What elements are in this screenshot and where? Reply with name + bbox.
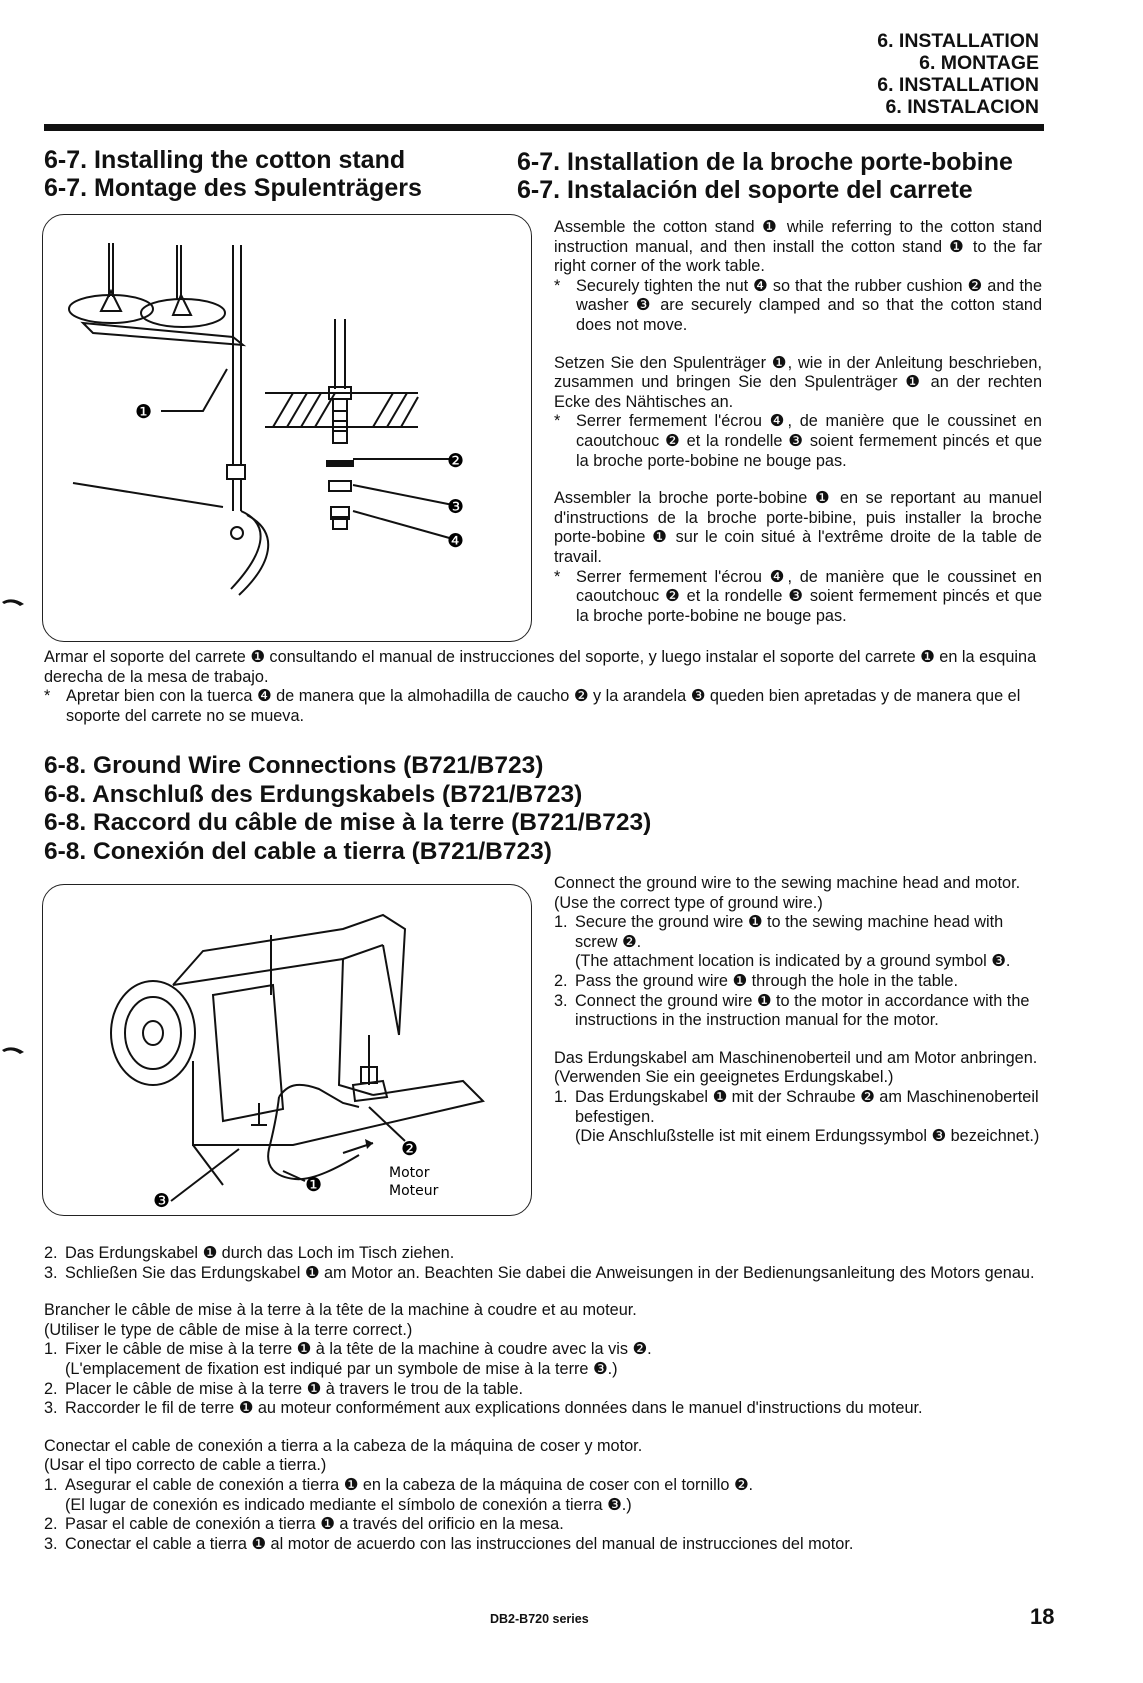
en-note bbox=[554, 277, 1042, 336]
cotton-stand-figure bbox=[42, 214, 532, 642]
es-step: 3. Conectar el cable a tierra ❶ al motor de acuerdo con las instrucciones del manual de instrucciones del motor. bbox=[44, 1534, 854, 1553]
label-2: ❷ bbox=[401, 1138, 419, 1160]
es-step: (El lugar de conexión es indicado mediante el símbolo de conexión a tierra ❸.) bbox=[65, 1495, 632, 1514]
chapter-header bbox=[877, 30, 1039, 118]
section-title-es: 6-7. Instalación del soporte del carrete bbox=[517, 176, 973, 204]
section-6-7-text-right bbox=[554, 218, 1042, 626]
section-title-fr: 6-7. Installation de la broche porte-bobine bbox=[517, 148, 1013, 176]
en-para: Assemble the cotton stand ❶ while referring to the cotton stand instruction manual, and then install the cotton stand ❶ to the far right corner of the work table. bbox=[554, 218, 1042, 276]
motor-label: Motor bbox=[389, 1165, 430, 1181]
es-intro: Conectar el cable de conexión a tierra a la cabeza de la máquina de coser y motor. bbox=[44, 1436, 643, 1455]
section-6-7-titles-right bbox=[517, 148, 1013, 204]
en-step: 1. Secure the ground wire ❶ to the sewing machine head with screw ❷. bbox=[554, 913, 1004, 951]
chapter-header-en: 6. INSTALLATION bbox=[877, 30, 1039, 52]
de-note-text: Serrer fermement l'écrou ❹, de manière que le coussinet en caoutchouc ❷ et la rondelle ❸ soient fermement pincés et que la broche porte-bobine ne bouge pas. bbox=[576, 412, 1042, 470]
section-title-de: 6-7. Montage des Spulenträgers bbox=[44, 174, 422, 202]
ground-wire-figure bbox=[42, 884, 532, 1216]
de-intro: Das Erdungskabel am Maschinenoberteil und am Motor anbringen. bbox=[554, 1048, 1038, 1067]
footer-series: DB2-B720 series bbox=[490, 1612, 589, 1626]
bullet-mark: * bbox=[554, 412, 561, 431]
de-note: (Verwenden Sie ein geeignetes Erdungskabel.) bbox=[554, 1068, 894, 1087]
en-step: 2. Pass the ground wire ❶ through the hole in the table. bbox=[554, 971, 958, 990]
en-note-text: Securely tighten the nut ❹ so that the rubber cushion ❷ and the washer ❸ are securely clamped and so that the cotton stand does not move. bbox=[576, 276, 1042, 334]
section-title-en: 6-7. Installing the cotton stand bbox=[44, 146, 406, 174]
label-4: ❹ bbox=[447, 530, 465, 552]
de-step: 1. Das Erdungskabel ❶ mit der Schraube ❷ am Maschinenoberteil befestigen. bbox=[554, 1087, 1039, 1126]
chapter-header-fr: 6. INSTALLATION bbox=[877, 74, 1039, 96]
de-para: Setzen Sie den Spulenträger ❶, wie in der Anleitung beschrieben, zusammen und bringen Sie den Spulenträger ❶ an der rechten Ecke des Nähtisches an. bbox=[554, 353, 1042, 411]
header-rule bbox=[44, 124, 1044, 131]
section-title-fr: 6-8. Raccord du câble de mise à la terre (B721/B723) bbox=[44, 809, 652, 836]
es-note: (Usar el tipo correcto de cable a tierra.) bbox=[44, 1456, 327, 1475]
fr-step: (L'emplacement de fixation est indiqué par un symbole de mise à la terre ❸.) bbox=[65, 1359, 618, 1378]
sewing-machine-illustration bbox=[43, 885, 531, 1215]
en-step: 3. Connect the ground wire ❶ to the motor in accordance with the instructions in the instruction manual for the motor. bbox=[554, 991, 1030, 1030]
es-note bbox=[44, 687, 1042, 726]
label-1: ❶ bbox=[135, 401, 153, 423]
section-title-de: 6-8. Anschluß des Erdungskabels (B721/B723) bbox=[44, 780, 583, 808]
de-step: 3. Schließen Sie das Erdungskabel ❶ am Motor an. Beachten Sie dabei die Anweisungen in der Bedienungsanleitung des Motors genau. bbox=[44, 1263, 1035, 1282]
section-6-7-text-es bbox=[44, 648, 1042, 726]
margin-mark bbox=[0, 596, 26, 608]
moteur-label: Moteur bbox=[389, 1183, 439, 1199]
es-step: 1. Asegurar el cable de conexión a tierra ❶ en la cabeza de la máquina de coser con el tornillo ❷. bbox=[44, 1475, 754, 1494]
fr-note: (Utiliser le type de câble de mise à la terre correct.) bbox=[44, 1320, 413, 1339]
label-2: ❷ bbox=[447, 450, 465, 472]
chapter-header-de: 6. MONTAGE bbox=[919, 52, 1039, 74]
fr-note bbox=[554, 568, 1042, 627]
bullet-mark: * bbox=[554, 276, 561, 295]
fr-step: 1. Fixer le câble de mise à la terre ❶ à la tête de la machine à coudre avec la vis ❷. bbox=[44, 1340, 652, 1359]
section-title-es: 6-8. Conexión del cable a tierra (B721/B723) bbox=[44, 837, 552, 865]
cotton-stand-illustration bbox=[43, 215, 531, 641]
page-number: 18 bbox=[1030, 1604, 1055, 1629]
section-title-en: 6-8. Ground Wire Connections (B721/B723) bbox=[44, 752, 544, 779]
de-note bbox=[554, 412, 1042, 471]
de-step: (Die Anschlußstelle ist mit einem Erdungssymbol ❸ bezeichnet.) bbox=[575, 1127, 1040, 1146]
en-step: (The attachment location is indicated by a ground symbol ❸. bbox=[575, 952, 1011, 971]
section-6-8-text-right bbox=[554, 874, 1042, 1147]
es-para: Armar el soporte del carrete ❶ consultando el manual de instrucciones del soporte, y luego instalar el soporte del carrete ❶ en la esquina derecha de la mesa de trabajo. bbox=[44, 648, 1037, 686]
fr-step: 3. Raccorder le fil de terre ❶ au moteur conformément aux explications données dans le manuel d'instructions du moteur. bbox=[44, 1399, 923, 1418]
label-3: ❸ bbox=[447, 496, 465, 518]
es-step: 2. Pasar el cable de conexión a tierra ❶ a través del orificio en la mesa. bbox=[44, 1515, 564, 1534]
chapter-header-es: 6. INSTALACION bbox=[885, 96, 1039, 118]
en-intro: Connect the ground wire to the sewing machine head and motor. bbox=[554, 874, 1021, 892]
fr-intro: Brancher le câble de mise à la terre à la tête de la machine à coudre et au moteur. bbox=[44, 1301, 637, 1320]
section-6-8-text-full bbox=[44, 1244, 1042, 1554]
bullet-mark: * bbox=[554, 567, 561, 586]
section-6-7-titles-left bbox=[44, 146, 422, 202]
de-step: 2. Das Erdungskabel ❶ durch das Loch im Tisch ziehen. bbox=[44, 1244, 455, 1262]
es-note-text: Apretar bien con la tuerca ❹ de manera que la almohadilla de caucho ❷ y la arandela ❸ queden bien apretadas y de manera que el soporte del carrete no se mueva. bbox=[66, 687, 1021, 725]
en-note: (Use the correct type of ground wire.) bbox=[554, 893, 823, 912]
bullet-mark: * bbox=[44, 687, 51, 706]
margin-mark bbox=[0, 1044, 26, 1056]
fr-step: 2. Placer le câble de mise à la terre ❶ à travers le trou de la table. bbox=[44, 1379, 524, 1398]
fr-note-text: Serrer fermement l'écrou ❹, de manière que le coussinet en caoutchouc ❷ et la rondelle ❸ soient fermement pincés et que la broche porte-bobine ne bouge pas. bbox=[576, 567, 1042, 625]
label-1: ❶ bbox=[305, 1174, 323, 1196]
fr-para: Assembler la broche porte-bobine ❶ en se reportant au manuel d'instructions de la broche porte-bibine, puis installer la broche porte-bobine ❶ sur le coin situé à l'extrême droite de la table de travail. bbox=[554, 489, 1042, 566]
label-3: ❸ bbox=[153, 1190, 171, 1212]
section-6-8-titles bbox=[44, 752, 651, 866]
